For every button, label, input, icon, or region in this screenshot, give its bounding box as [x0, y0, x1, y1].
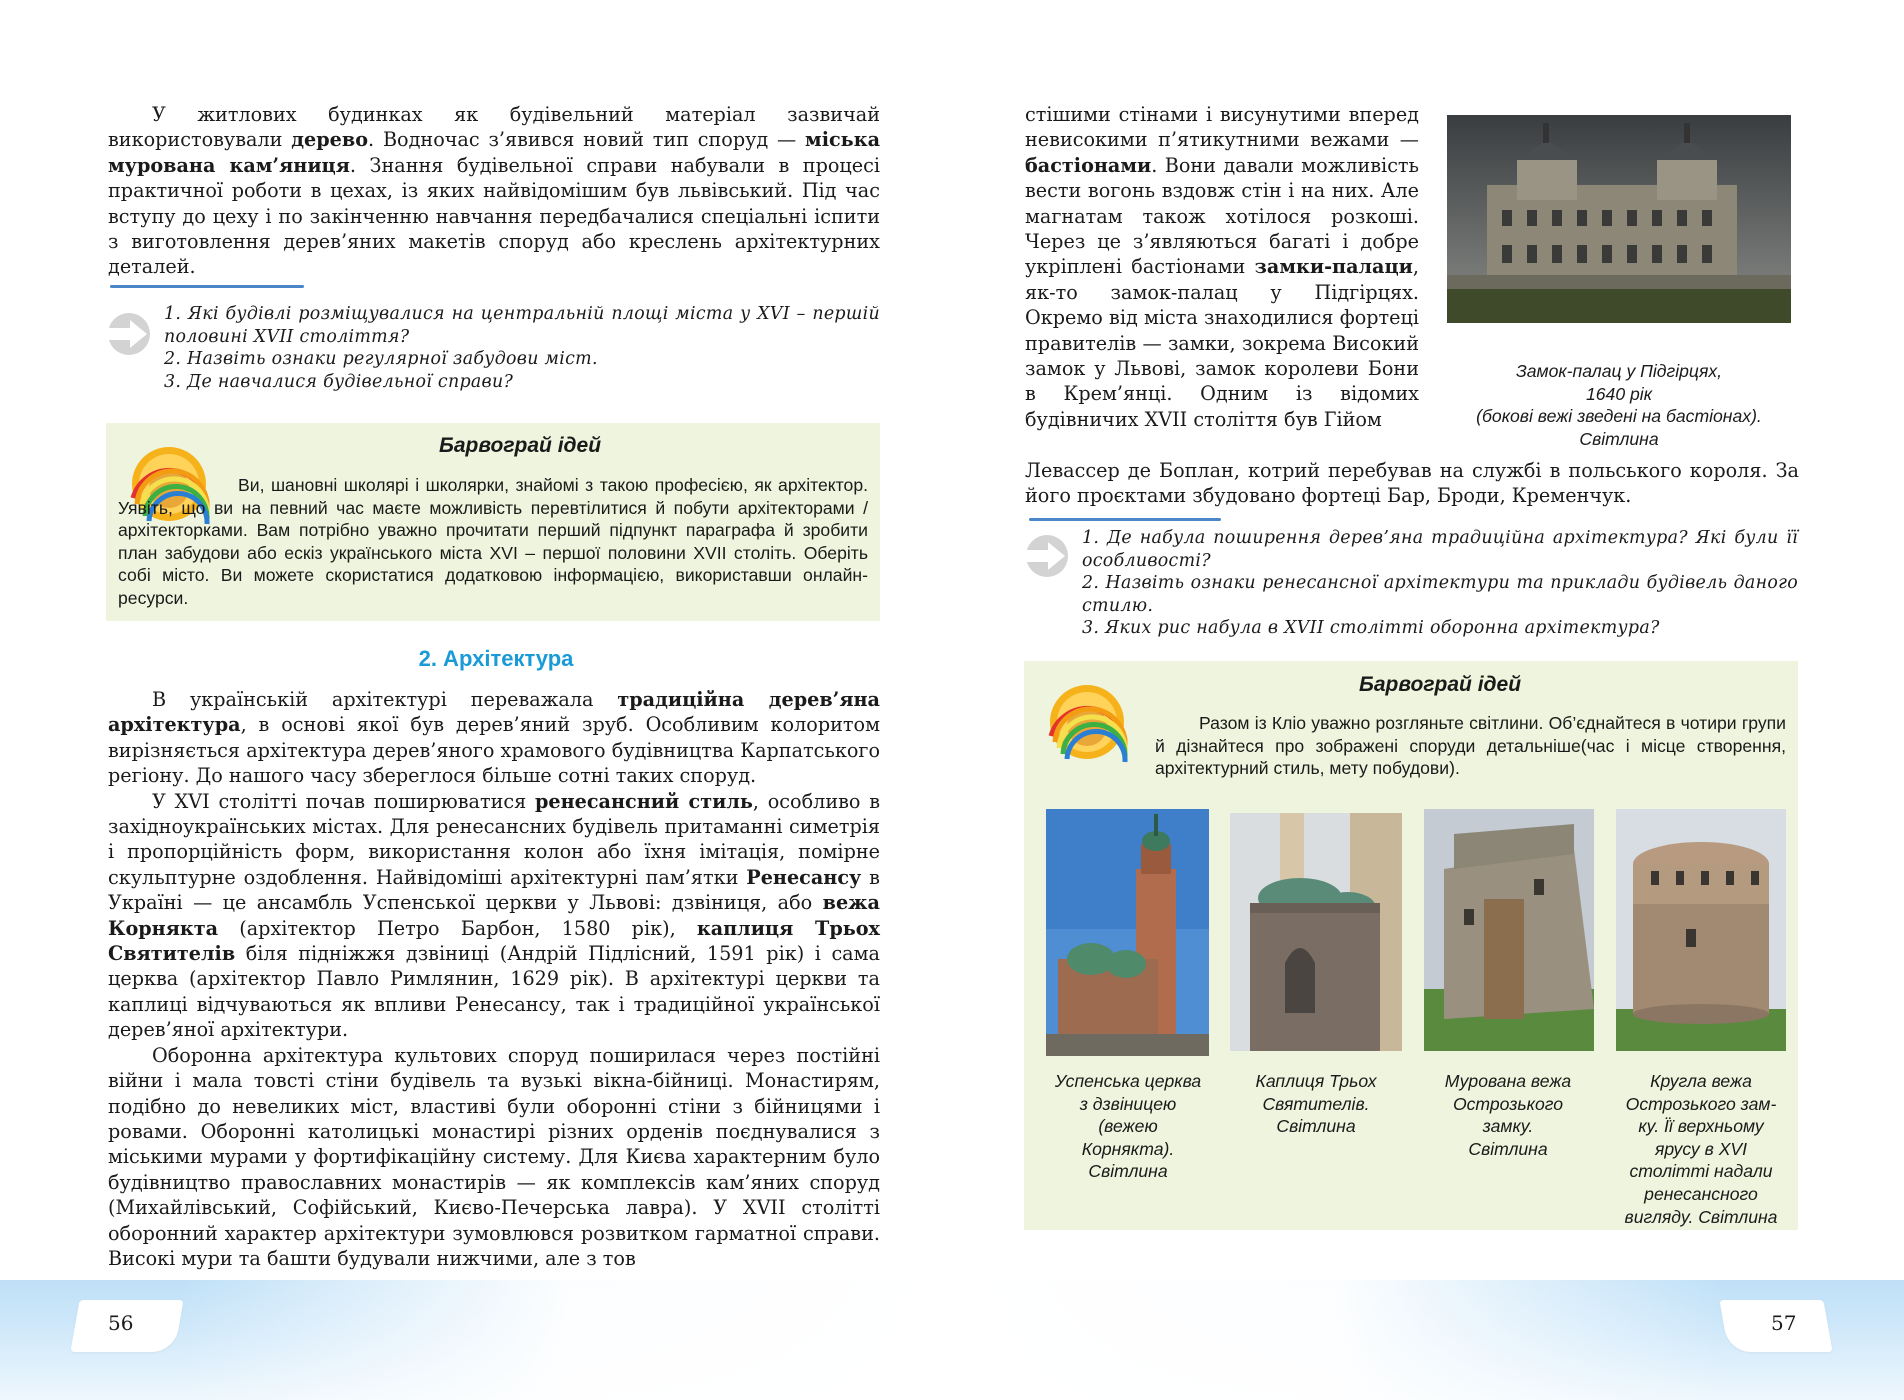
castle-photo [1447, 115, 1791, 323]
idea-box-title: Барвограй ідей [438, 434, 602, 457]
questions-rule [1029, 518, 1221, 521]
idea-box-text: Разом із Кліо уважно розгляньте світлини. Об’єднайтеся в чотири групи й дізнайтеся про зображені споруди детальніше(час і місце створення, архітектурний стиль, мету побудови). [1155, 713, 1786, 779]
page-number: 56 [108, 1311, 134, 1335]
paragraph: Оборонна архітектура культових споруд поширилася через постійні війни і мала товсті стіни будівель та вузькі вікна-бійниці. Монастирям, подібно до невеликих міст, властиві були оборонні стіни з бійницями і ровами. Оборонні католицькі монастирі різних орденів поєднувалися з міськими мурами у фортифікаційну систему. Для Києва характерним було будівництво православних монастирів — як комплексів кам’яних споруд (Михайлівський, Софійський, Києво-Печерська лавра). У XVII столітті оборонний характер архітектури зумовлювся розвитком гарматної справи. Високі мури та башти будували нижчими, але з тов [108, 1043, 880, 1270]
photo-caption: Мурована вежа Острозького замку. Світлина [1444, 1071, 1572, 1159]
photo-ostroh-castle-tower [1424, 809, 1594, 1051]
question-item: 3. Де навчалися будівельної справи? [164, 371, 514, 392]
castle-caption: Замок-палац у Підгірцях, 1640 рік (бокові вежі зведені на бастіонах). Світлина [1476, 361, 1762, 449]
section-title: 2. Архітектура [418, 646, 574, 671]
intro-paragraph: У житлових будинках як будівельний матеріал зазвичай використовували дерево. Водночас з’явився новий тип споруд — міська мурована кам’яниця. Знання будівельної справи набували в процесі практичної роботи в цехах, із яких найвідомішим був львівський. Під час вступу до цеху і по закінченню навчання передбачалися спеціальні іспити з виготовлення дерев’яних макетів споруд або креслень архітектурних деталей. [108, 103, 880, 279]
question-item: 2. Назвіть ознаки регулярної забудови міст. [164, 349, 598, 369]
footer-fade [180, 1280, 1724, 1400]
photo-caption: Кругла вежа Острозького зам- ку. Її верхньому ярусу в XVI столітті надали ренесансного вигляду. Світлина [1624, 1071, 1778, 1227]
photo-uspenska-church [1046, 809, 1209, 1056]
question-item: 3. Яких рис набула в XVII столітті оборонна архітектура? [1082, 618, 1660, 638]
idea-box-text: Ви, шановні школярі і школярки, знайомі з такою професією, як архітектор. Уявіть, що ви на певний час маєте можливість перевтілитися й побути архітекторами / архітекторками. Вам потрібно уважно прочитати перший підпункт параграфа й зробити план забудови або ескіз українського міста XVI – першої половини XVII століть. Оберіть собі місто. Ви можете скористатися додатковою інформацією, використавши онлайн-ресурси. [118, 475, 868, 608]
question-item: 1. Які будівлі розміщувалися на центральній площі міста у XVI – першій половині XVII століття? [164, 304, 880, 347]
question-item: 1. Де набула поширення дерев’яна традиційна архітектура? Які були її особливості? [1082, 528, 1798, 571]
page-number: 57 [1771, 1311, 1797, 1335]
photo-caption: Успенська церква з дзвіницею (вежею Корнякта). Світлина [1054, 1071, 1202, 1182]
continuation-tail: Левассер де Боплан, котрий перебував на службі в польського короля. За його проєктами збудовано фортеці Бар, Броди, Кременчук. [1025, 459, 1799, 508]
photo-round-tower [1616, 809, 1786, 1051]
continuation-paragraph: стішими стінами і висунутими вперед невисокими п’ятикутними вежами — бастіонами. Вони давали можливість вести вогонь вздовж стін і на них. Але магнатам також хотілося розкоші. Через це з’являються багаті і добре укріплені бастіонами замки-палаци, як-то замок-палац у Підгірцях. Окремо від міста знаходилися фортеці правителів — замки, зокрема Високий замок у Львові, замок королеви Бони в Крем’янці. Одним із відомих будівничих XVII століття був Гійом [1025, 103, 1419, 431]
photo-three-saints-chapel [1230, 813, 1402, 1051]
idea-box-title: Барвограй ідей [1358, 673, 1522, 696]
photo-caption: Каплиця Трьох Святителів. Світлина [1255, 1071, 1377, 1137]
paragraph: У XVI столітті почав поширюватися ренесансний стиль, особливо в західноукраїнських містах. Для ренесансних будівель притаманні симетрія і пропорційність форм, використання колон або їхня імітація, помірне скульптурне оздоблення. Найвідоміші архітектурні пам’ятки Ренесансу в Україні — це ансамбль Успенської церкви у Львові: дзвіниця, або вежа Корнякта (архітектор Петро Барбон, 1580 рік), каплиця Трьох Святителів біля підніжжя дзвіниці (Андрій Підлісний, 1591 рік) і сама церква (архітектор Павло Римлянин, 1629 рік). В архітектурі церкви та каплиці відчуваються як впливи Ренесансу, так і традиційної української дерев’яної архітектури. [108, 789, 881, 1042]
arrow-right-circle-icon [106, 311, 152, 357]
questions-left [164, 303, 880, 393]
questions-rule [110, 285, 304, 288]
question-item: 2. Назвіть ознаки ренесансної архітектури та приклади будівель даного стилю. [1082, 573, 1798, 616]
main-text-left [108, 687, 880, 1271]
paragraph: В українській архітектурі переважала традиційна дерев’яна архітектура, в основі якої був дерев’яний зруб. Особливим колоритом вирізняється архітектура дерев’яного храмового будівництва Карпатського регіону. До нашого часу збереглося більше сотні таких споруд. [108, 688, 880, 788]
rainbow-sun-icon [1045, 680, 1129, 764]
arrow-right-circle-icon [1024, 533, 1070, 579]
questions-right [1082, 527, 1798, 640]
